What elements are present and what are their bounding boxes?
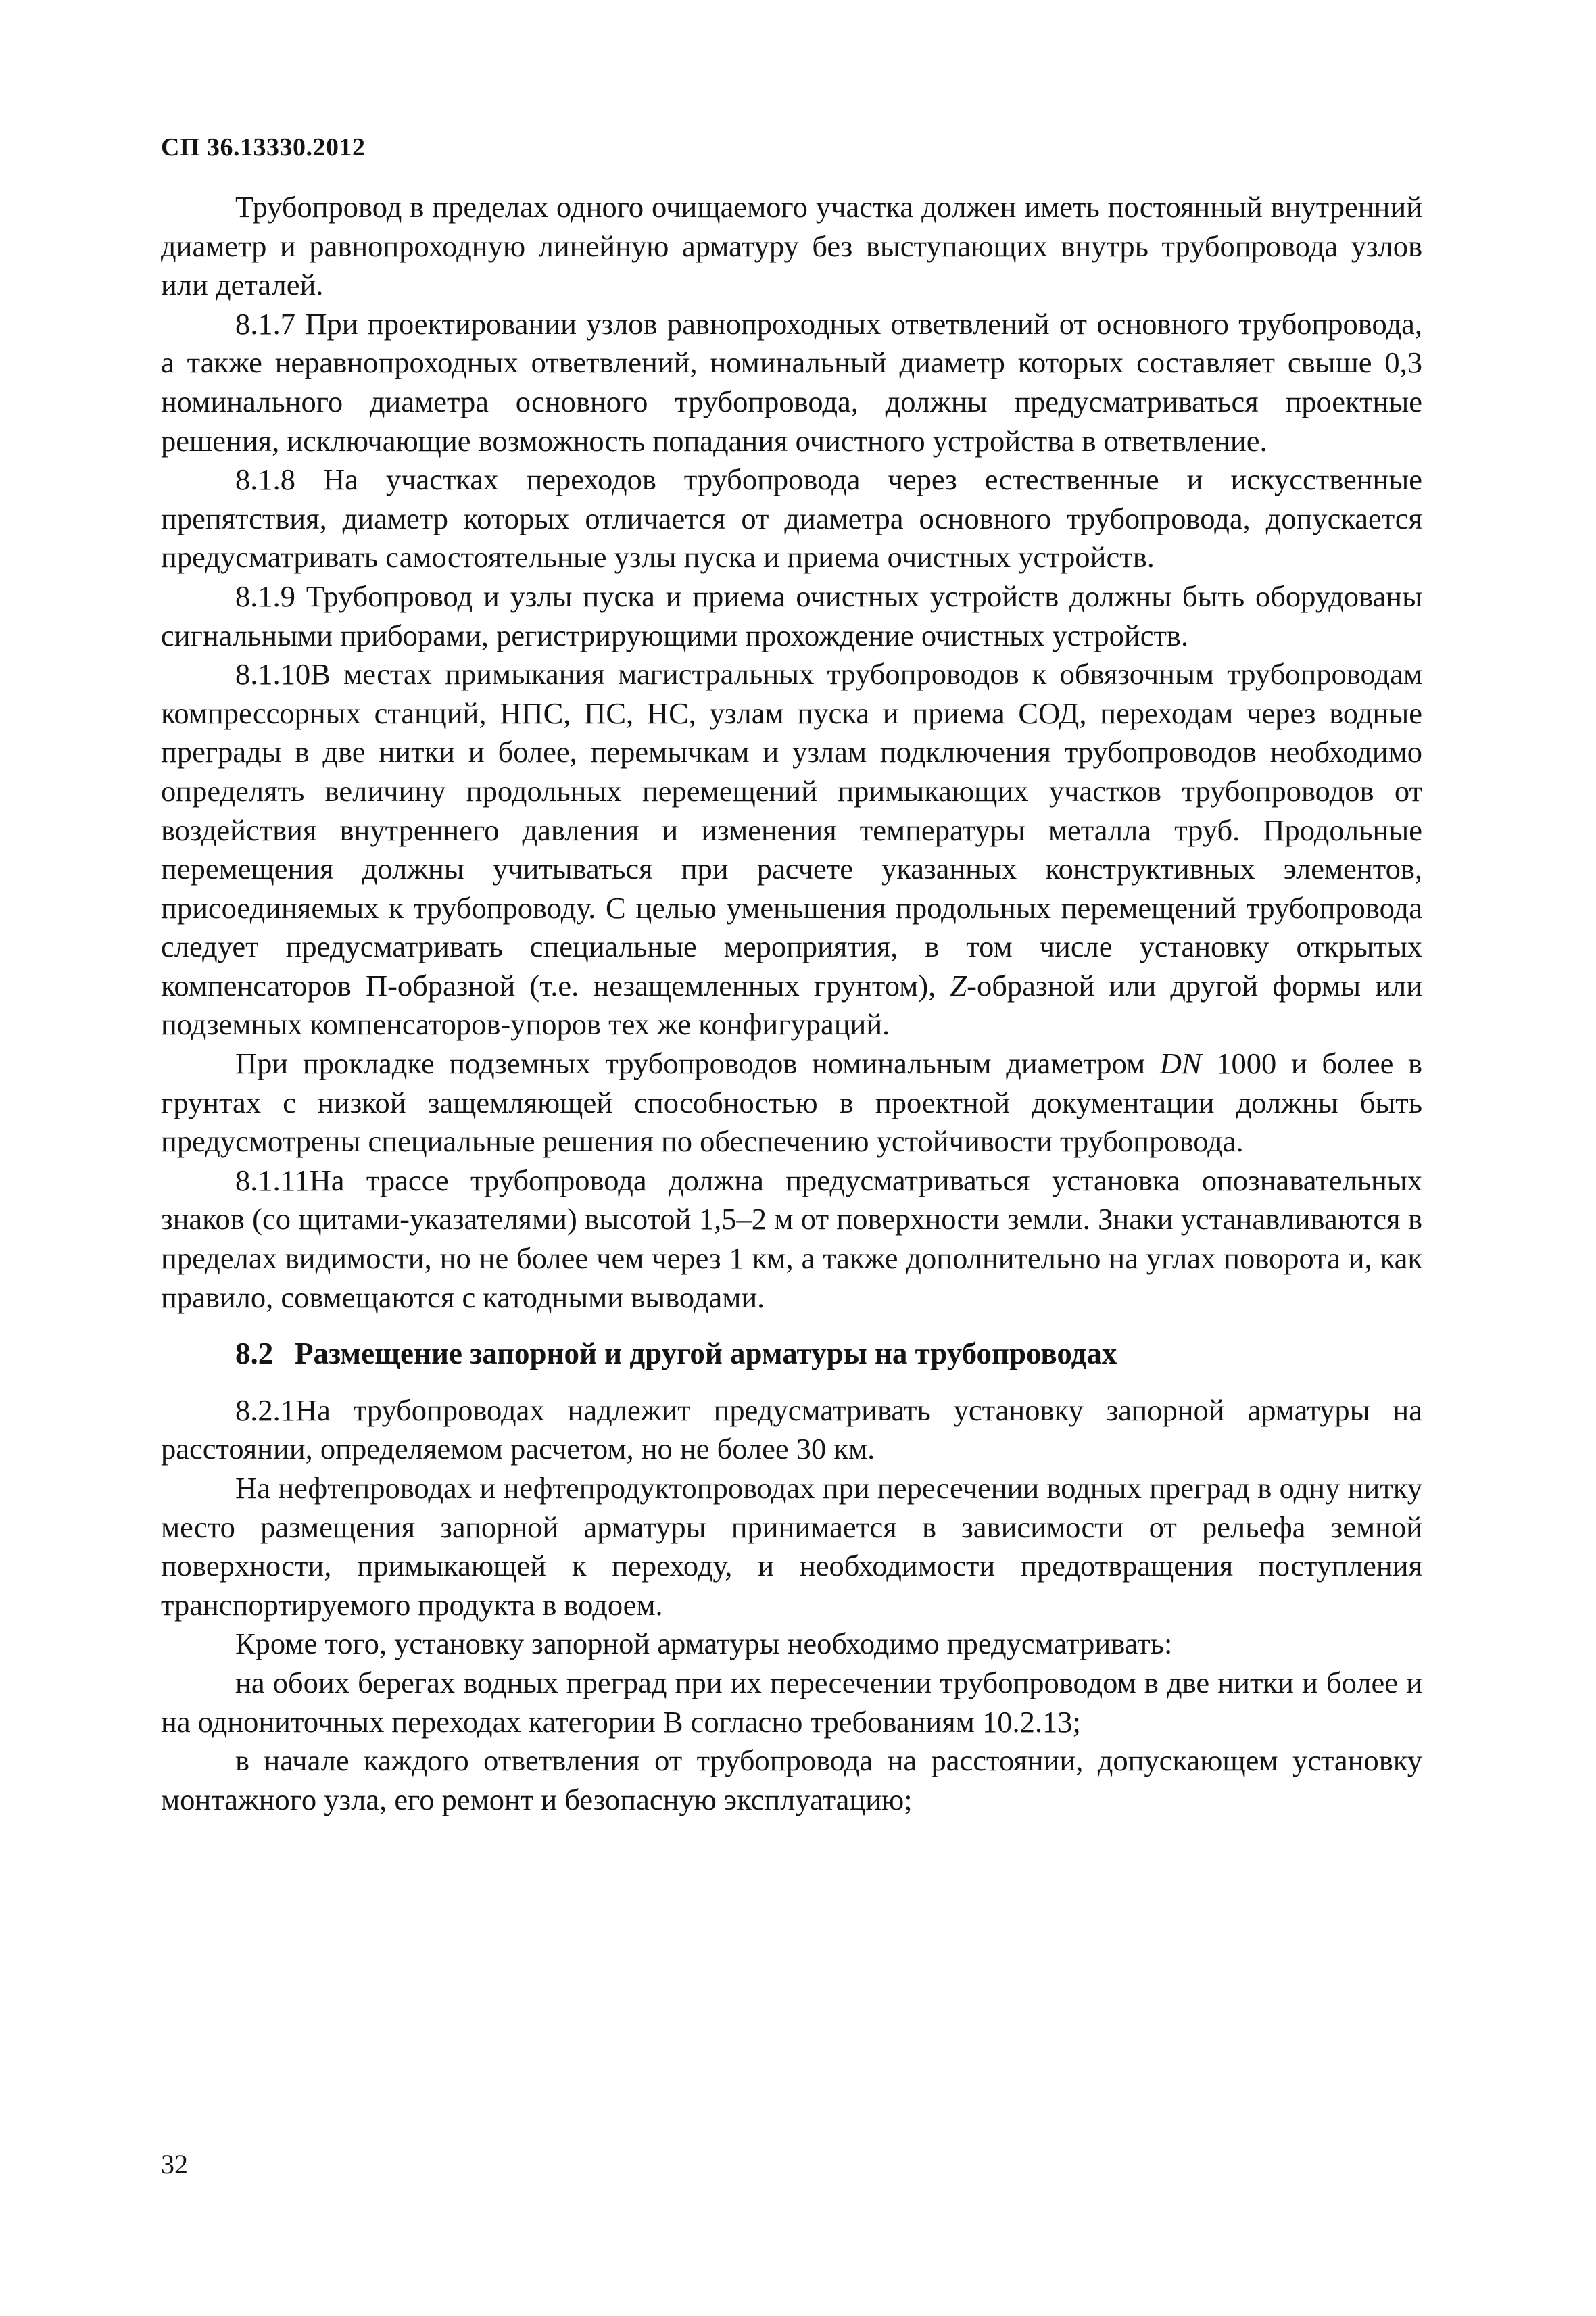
clause-8-1-11: 8.1.11На трассе трубопровода должна предусматриваться установка опознавательных знаков (со щитами-указателями) высотой 1,5–2 м от поверхности земли. Знаки устанавливаются в пределах видимости, но не более чем через 1 км, а также дополнительно на углах поворота и, как правило, совмещаются с катодными выводами. <box>161 1163 1422 1314</box>
paragraph: Кроме того, установку запорной арматуры необходимо предусматривать: <box>235 1626 1173 1661</box>
paragraph: Трубопровод в пределах одного очищаемого участка должен иметь постоянный внутренний диаметр и равнопроходную линейную арматуру без выступающих внутрь трубопровода узлов или деталей. <box>161 190 1422 302</box>
clause-8-1-10-text-a: 8.1.10В местах примыкания магистральных трубопроводов к обвязочным трубопроводам компрессорных станций, НПС, ПС, НС, узлам пуска и приема СОД, переходам через водные преграды в две нитки и более, перемычкам и узлам подключения трубопроводов необходимо определять величину продольных перемещений примыкающих участков трубопроводов от воздействия внутреннего давления и изменения температуры металла труб. Продольные перемещения должны учитываться при расчете указанных конструктивных элементов, присоединяемых к трубопроводу. С целью уменьшения продольных перемещений трубопровода следует предусматривать специальные мероприятия, в том числе установку открытых компенсаторов П-образной (т.е. незащемленных грунтом), <box>161 657 1422 1003</box>
paragraph-dn1000-italic-dn: DN <box>1159 1046 1202 1081</box>
paragraph-dn1000-text-a: При прокладке подземных трубопроводов номинальным диаметром <box>235 1046 1160 1081</box>
clause-8-2-1: 8.2.1На трубопроводах надлежит предусматривать установку запорной арматуры на расстоянии, определяемом расчетом, но не более 30 км. <box>161 1393 1422 1466</box>
clause-8-1-10-text-b: -образной или другой формы или подземных компенсаторов-упоров тех же конфигураций. <box>161 968 1422 1042</box>
clause-8-1-10 <box>161 655 1422 1044</box>
section-heading-number: 8.2 <box>235 1336 274 1371</box>
list-item: на обоих берегах водных преград при их пересечении трубопроводом в две нитки и более и на однониточных переходах категории В согласно требованиям 10.2.13; <box>161 1665 1422 1739</box>
clause-8-1-8: 8.1.8 На участках переходов трубопровода через естественные и искусственные препятствия, диаметр которых отличается от диаметра основного трубопровода, допускается предусматривать самостоятельные узлы пуска и приема очистных устройств. <box>161 462 1422 575</box>
paragraph-dn1000 <box>161 1044 1422 1161</box>
section-heading-text: Размещение запорной и другой арматуры на трубопроводах <box>295 1336 1117 1371</box>
clause-8-1-10-italic-z: Z <box>950 968 967 1003</box>
paragraph-dn1000-text-b: 1000 и более в грунтах с низкой защемляющей способностью в проектной документации должны быть предусмотрены специальные решения по обеспечению устойчивости трубопровода. <box>161 1046 1422 1159</box>
section-heading-8-2 <box>161 1334 1422 1374</box>
list-item: в начале каждого ответвления от трубопровода на расстоянии, допускающем установку монтажного узла, его ремонт и безопасную эксплуатацию; <box>161 1743 1422 1816</box>
clause-8-1-9: 8.1.9 Трубопровод и узлы пуска и приема очистных устройств должны быть оборудованы сигнальными приборами, регистрирующими прохождение очистных устройств. <box>161 579 1422 652</box>
page-number: 32 <box>161 2149 188 2179</box>
document-code: СП 36.13330.2012 <box>161 133 366 162</box>
paragraph: На нефтепроводах и нефтепродуктопроводах при пересечении водных преград в одну нитку место размещения запорной арматуры принимается в зависимости от рельефа земной поверхности, примыкающей к переходу, и необходимости предотвращения поступления транспортируемого продукта в водоем. <box>161 1471 1422 1622</box>
document-body <box>161 188 1422 1819</box>
clause-8-1-7: 8.1.7 При проектировании узлов равнопроходных ответвлений от основного трубопровода, а также неравнопроходных ответвлений, номинальный диаметр которых составляет свыше 0,3 номинального диаметра основного трубопровода, должны предусматриваться проектные решения, исключающие возможность попадания очистного устройства в ответвление. <box>161 306 1422 458</box>
